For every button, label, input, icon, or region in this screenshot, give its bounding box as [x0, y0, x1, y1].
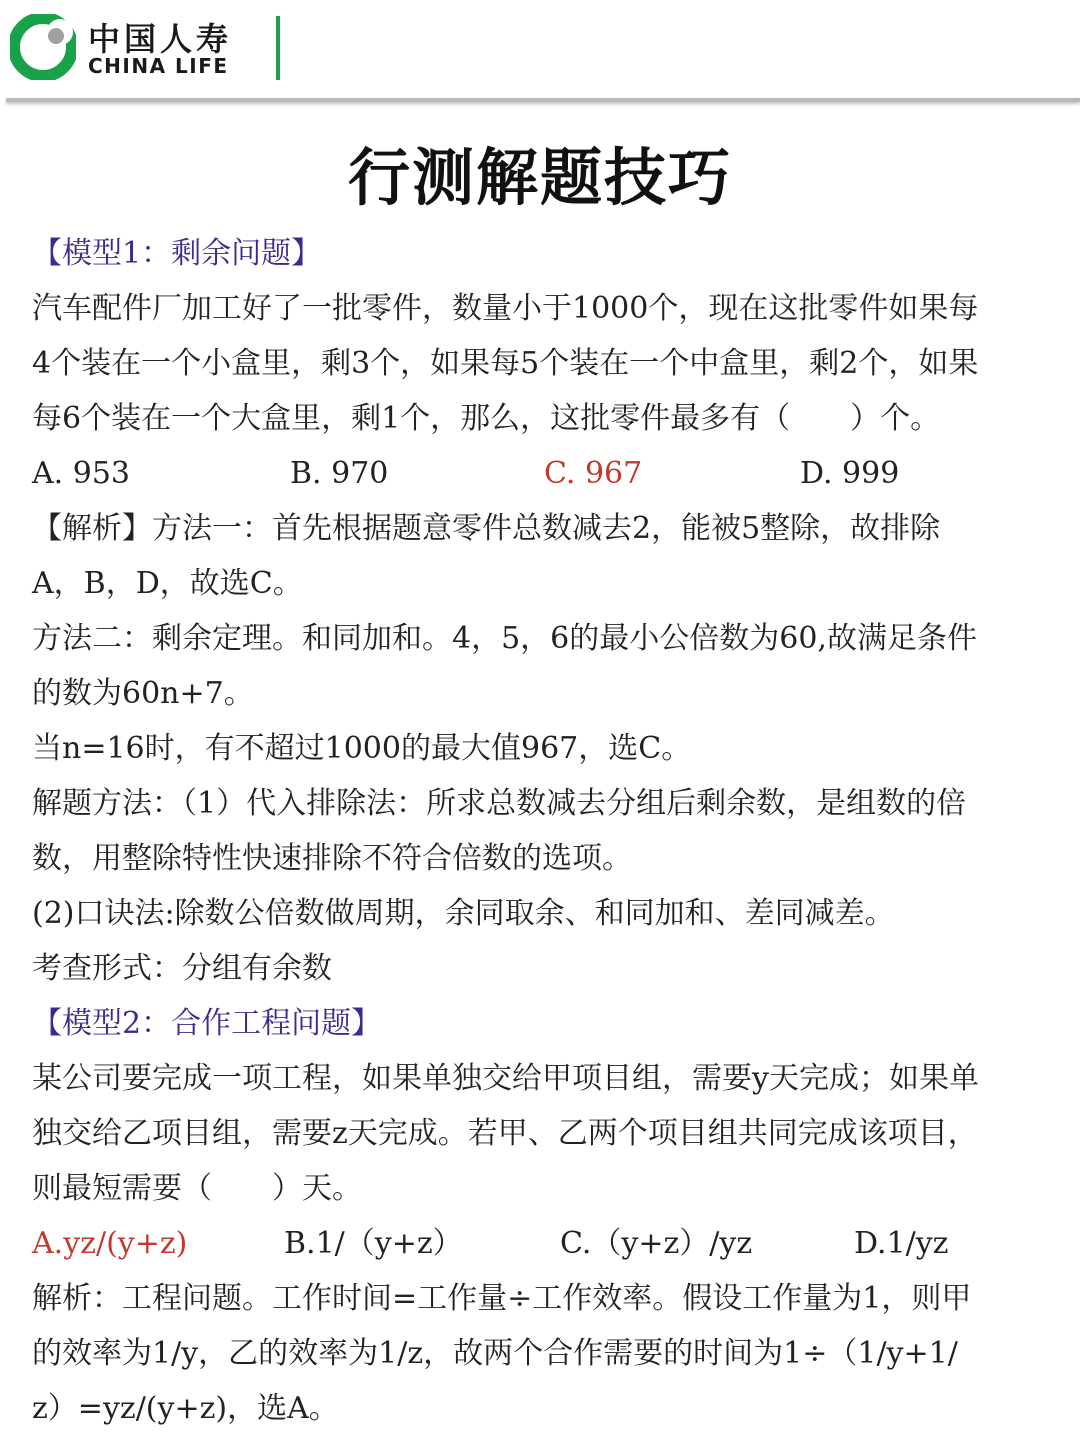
page-title: 行测解题技巧 [347, 141, 732, 214]
model1-option-d: D. 999 [800, 456, 900, 491]
china-life-logo-icon [10, 14, 76, 80]
model2-analysis-line: 的效率为1/y，乙的效率为1/z，故两个合作需要的时间为1÷（1/y+1/ [32, 1336, 958, 1371]
model1-analysis-line: 【解析】方法一：首先根据题意零件总数减去2，能被5整除，故排除 [32, 511, 941, 546]
model1-options [32, 446, 1052, 501]
model2-option-a-answer: A.yz/(y+z) [32, 1226, 188, 1261]
model1-method-line: 数，用整除特性快速排除不符合倍数的选项。 [32, 841, 632, 876]
model2-analysis-line: z）=yz/(y+z)，选A。 [32, 1391, 339, 1426]
logo-english-text: CHINA LIFE [88, 54, 229, 78]
model2-option-b: B.1/（y+z） [284, 1226, 463, 1261]
model1-option-b: B. 970 [290, 456, 389, 491]
article-body [32, 226, 1052, 1436]
model2-options [32, 1216, 1052, 1271]
model2-heading: 【模型2：合作工程问题】 [32, 1006, 382, 1041]
model2-question-line: 则最短需要（ ）天。 [32, 1171, 362, 1206]
model1-heading: 【模型1：剩余问题】 [32, 236, 322, 271]
header-rule [6, 98, 1080, 102]
model2-option-c: C.（y+z）/yz [560, 1226, 753, 1261]
model1-method-line: 解题方法：（1）代入排除法：所求总数减去分组后剩余数，是组数的倍 [32, 786, 967, 821]
model2-question-line: 某公司要完成一项工程，如果单独交给甲项目组，需要y天完成；如果单 [32, 1061, 979, 1096]
model1-question-line: 汽车配件厂加工好了一批零件，数量小于1000个，现在这批零件如果每 [32, 291, 979, 326]
header [0, 0, 1080, 100]
model1-analysis-line: 的数为60n+7。 [32, 676, 254, 711]
model1-analysis-line: A，B，D，故选C。 [32, 566, 303, 601]
logo-chinese-text: 中国人寿 [88, 20, 233, 58]
model1-analysis-line: 方法二：剩余定理。和同加和。4，5，6的最小公倍数为60,故满足条件 [32, 621, 977, 656]
model1-exam-form: 考查形式：分组有余数 [32, 951, 332, 986]
model2-analysis-line: 解析：工程问题。工作时间=工作量÷工作效率。假设工作量为1，则甲 [32, 1281, 972, 1316]
model1-method-line: (2)口诀法:除数公倍数做周期，余同取余、和同加和、差同减差。 [32, 896, 895, 931]
model1-question-line: 每6个装在一个大盒里，剩1个，那么，这批零件最多有（ ）个。 [32, 401, 941, 436]
model1-option-c-answer: C. 967 [544, 456, 643, 491]
model2-question-line: 独交给乙项目组，需要z天完成。若甲、乙两个项目组共同完成该项目， [32, 1116, 978, 1151]
model1-option-a: A. 953 [32, 456, 130, 491]
model1-question-line: 4个装在一个小盒里，剩3个，如果每5个装在一个中盒里，剩2个，如果 [32, 346, 979, 381]
model2-option-d: D.1/yz [854, 1226, 949, 1261]
model1-analysis-line: 当n=16时，有不超过1000的最大值967，选C。 [32, 731, 692, 766]
logo-divider [276, 16, 280, 80]
